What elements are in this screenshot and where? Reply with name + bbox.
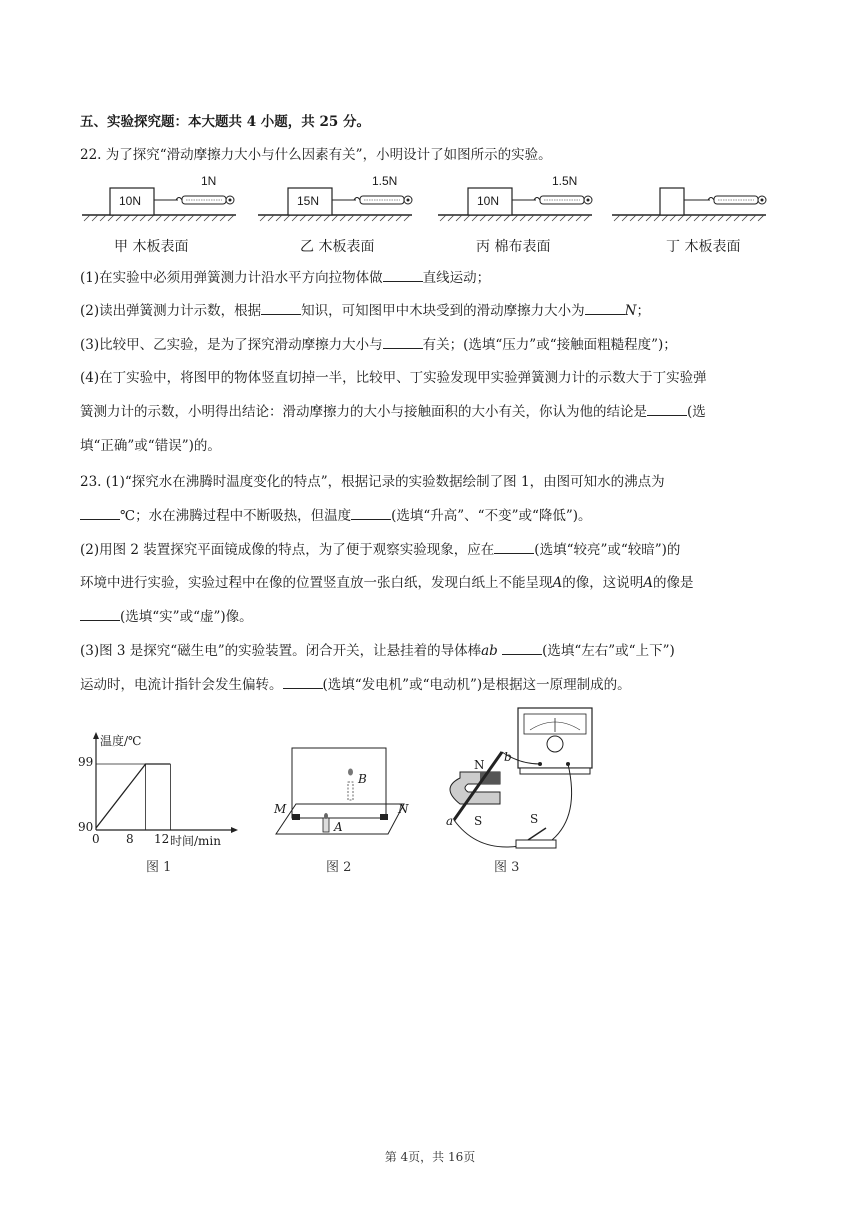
switch-base — [516, 840, 556, 848]
q22-part4-line1: (4)在丁实验中，将图甲的物体竖直切掉一半，比较甲、丁实验发现甲实验弹簧测力计的示数大于丁实验弹 — [80, 370, 707, 386]
answer-blank[interactable] — [80, 608, 120, 621]
friction-experiment-figure — [78, 170, 778, 265]
mirror-stand-left — [292, 814, 300, 820]
answer-blank[interactable] — [261, 302, 301, 315]
text: ； — [636, 303, 650, 319]
label-A: A — [334, 820, 343, 834]
text: 环境中进行实验，实验过程中在像的位置竖直放一张白纸，发现白纸上不能呈现 — [80, 575, 553, 591]
text: (选填“较亮”或“较暗”)的 — [534, 542, 681, 558]
section-title: 五、实验探究题：本大题共 4 小题，共 25 分。 — [80, 114, 370, 130]
candle-a — [323, 818, 329, 832]
text: (选填“发电机”或“电动机”)是根据这一原理制成的。 — [322, 677, 631, 693]
fig3-caption: 图 3 — [494, 860, 520, 875]
label-B: B — [358, 772, 367, 786]
label-M: M — [274, 802, 287, 816]
force-label: 1N — [201, 174, 217, 188]
answer-blank[interactable] — [502, 642, 542, 655]
galvanometer-base — [520, 768, 590, 774]
answer-blank[interactable] — [383, 336, 423, 349]
label-S-switch: S — [530, 812, 539, 826]
x-tick-label: 12 — [154, 832, 170, 846]
text: (选 — [687, 404, 706, 420]
answer-blank[interactable] — [283, 676, 323, 689]
q22-part4-line3: 填“正确”或“错误”)的。 — [80, 438, 221, 454]
label-N: N — [398, 802, 409, 816]
image-flame-icon — [348, 769, 353, 776]
setup-caption: 甲 木板表面 — [114, 239, 189, 255]
text: 有关；(选填“压力”或“接触面粗糙程度”)； — [422, 337, 677, 353]
label-N-pole: N — [474, 758, 485, 772]
x-tick-label: 8 — [126, 832, 134, 846]
setup-jia — [78, 170, 238, 265]
q23-line5 — [80, 607, 786, 627]
wire — [552, 764, 572, 840]
force-label: 1.5N — [372, 174, 398, 188]
label-S-pole: S — [474, 814, 483, 828]
setup-yi — [256, 170, 416, 265]
force-label: 1.5N — [552, 174, 578, 188]
fig2-diagram — [268, 742, 418, 842]
fig3-diagram — [440, 706, 610, 856]
fig2-caption: 图 2 — [326, 860, 352, 875]
q22-part4-line2 — [80, 402, 786, 422]
q23-line2 — [80, 506, 786, 526]
y-axis-label: 温度/℃ — [100, 734, 142, 748]
text: (2)用图 2 装置探究平面镜成像的特点，为了便于观察实验现象，应在 — [80, 542, 495, 558]
text: (3)比较甲、乙实验，是为了探究滑动摩擦力大小与 — [80, 337, 383, 353]
fig1-graph — [74, 728, 244, 878]
text: (选填“升高”、“不变”或“降低”)。 — [391, 508, 592, 524]
q23-line3 — [80, 540, 786, 560]
setup-caption: 丙 棉布表面 — [476, 239, 551, 255]
switch-lever — [528, 828, 546, 840]
temperature-curve — [96, 764, 170, 828]
q22-part2 — [80, 301, 786, 321]
text: 的像是 — [653, 575, 694, 591]
x-axis-label: 时间/min — [170, 834, 221, 848]
setup-caption: 乙 木板表面 — [300, 239, 375, 255]
x-axis-arrow — [231, 827, 238, 833]
setup-ding-diagram — [610, 170, 770, 230]
answer-blank[interactable] — [647, 403, 687, 416]
q22-stem: 22. 为了探究“滑动摩擦力大小与什么因素有关”，小明设计了如图所示的实验。 — [80, 147, 552, 163]
text: 簧测力计的示数，小明得出结论：滑动摩擦力的大小与接触面积的大小有关，你认为他的结论是 — [80, 404, 647, 420]
q22-part3 — [80, 335, 786, 355]
text: (3)图 3 是探究“磁生电”的实验装置。闭合开关，让悬挂着的导体棒 — [80, 643, 482, 659]
text: (选填“实”或“虚”)像。 — [120, 609, 253, 625]
q23-line7 — [80, 675, 786, 695]
text: (1)在实验中必须用弹簧测力计沿水平方向拉物体做 — [80, 270, 383, 286]
variable: A — [643, 575, 653, 591]
answer-blank[interactable] — [383, 269, 423, 282]
fig1-caption: 图 1 — [146, 860, 172, 875]
x-tick-label: 0 — [92, 832, 100, 846]
q23-line6 — [80, 641, 786, 661]
text: (选填“左右”或“上下”) — [542, 643, 675, 659]
text: 的像，这说明 — [562, 575, 644, 591]
answer-blank[interactable] — [351, 507, 391, 520]
answer-blank[interactable] — [80, 507, 120, 520]
page-footer: 第 4页，共 16页 — [384, 1150, 476, 1164]
setup-bing — [436, 170, 596, 265]
y-tick-label: 90 — [78, 820, 94, 834]
text: 运动时，电流计指针会发生偏转。 — [80, 677, 283, 693]
setup-ding — [610, 170, 770, 265]
text: 知识，可知图甲中木块受到的滑动摩擦力大小为 — [301, 303, 585, 319]
block-weight-label: 10N — [477, 194, 500, 208]
fig2-mirror-setup — [268, 742, 418, 882]
galvanometer-coil — [547, 736, 563, 752]
y-tick-label: 99 — [78, 755, 94, 769]
block-weight-label: 10N — [119, 194, 142, 208]
candle-b-image — [348, 782, 353, 800]
setup-caption: 丁 木板表面 — [666, 239, 741, 255]
candle-flame-icon — [324, 813, 328, 819]
mirror-stand-right — [380, 814, 388, 820]
answer-blank[interactable] — [585, 302, 625, 315]
variable: A — [552, 575, 563, 591]
unit: N — [624, 303, 637, 319]
text: (2)读出弹簧测力计示数，根据 — [80, 303, 262, 319]
label-a: a — [446, 814, 454, 828]
label-b: b — [504, 750, 512, 764]
y-axis-arrow — [93, 732, 99, 739]
q22-part1 — [80, 268, 786, 288]
text: 直线运动； — [422, 270, 491, 286]
q23-line4 — [80, 573, 786, 593]
q23-line1: 23. (1)“探究水在沸腾时温度变化的特点”，根据记录的实验数据绘制了图 1，由图可知水的沸点为 — [80, 474, 665, 490]
variable: ab — [481, 643, 498, 659]
fig3-induction-setup — [440, 706, 610, 882]
answer-blank[interactable] — [494, 541, 534, 554]
text: ℃；水在沸腾过程中不断吸热，但温度 — [120, 508, 352, 524]
block-weight-label: 15N — [297, 194, 320, 208]
